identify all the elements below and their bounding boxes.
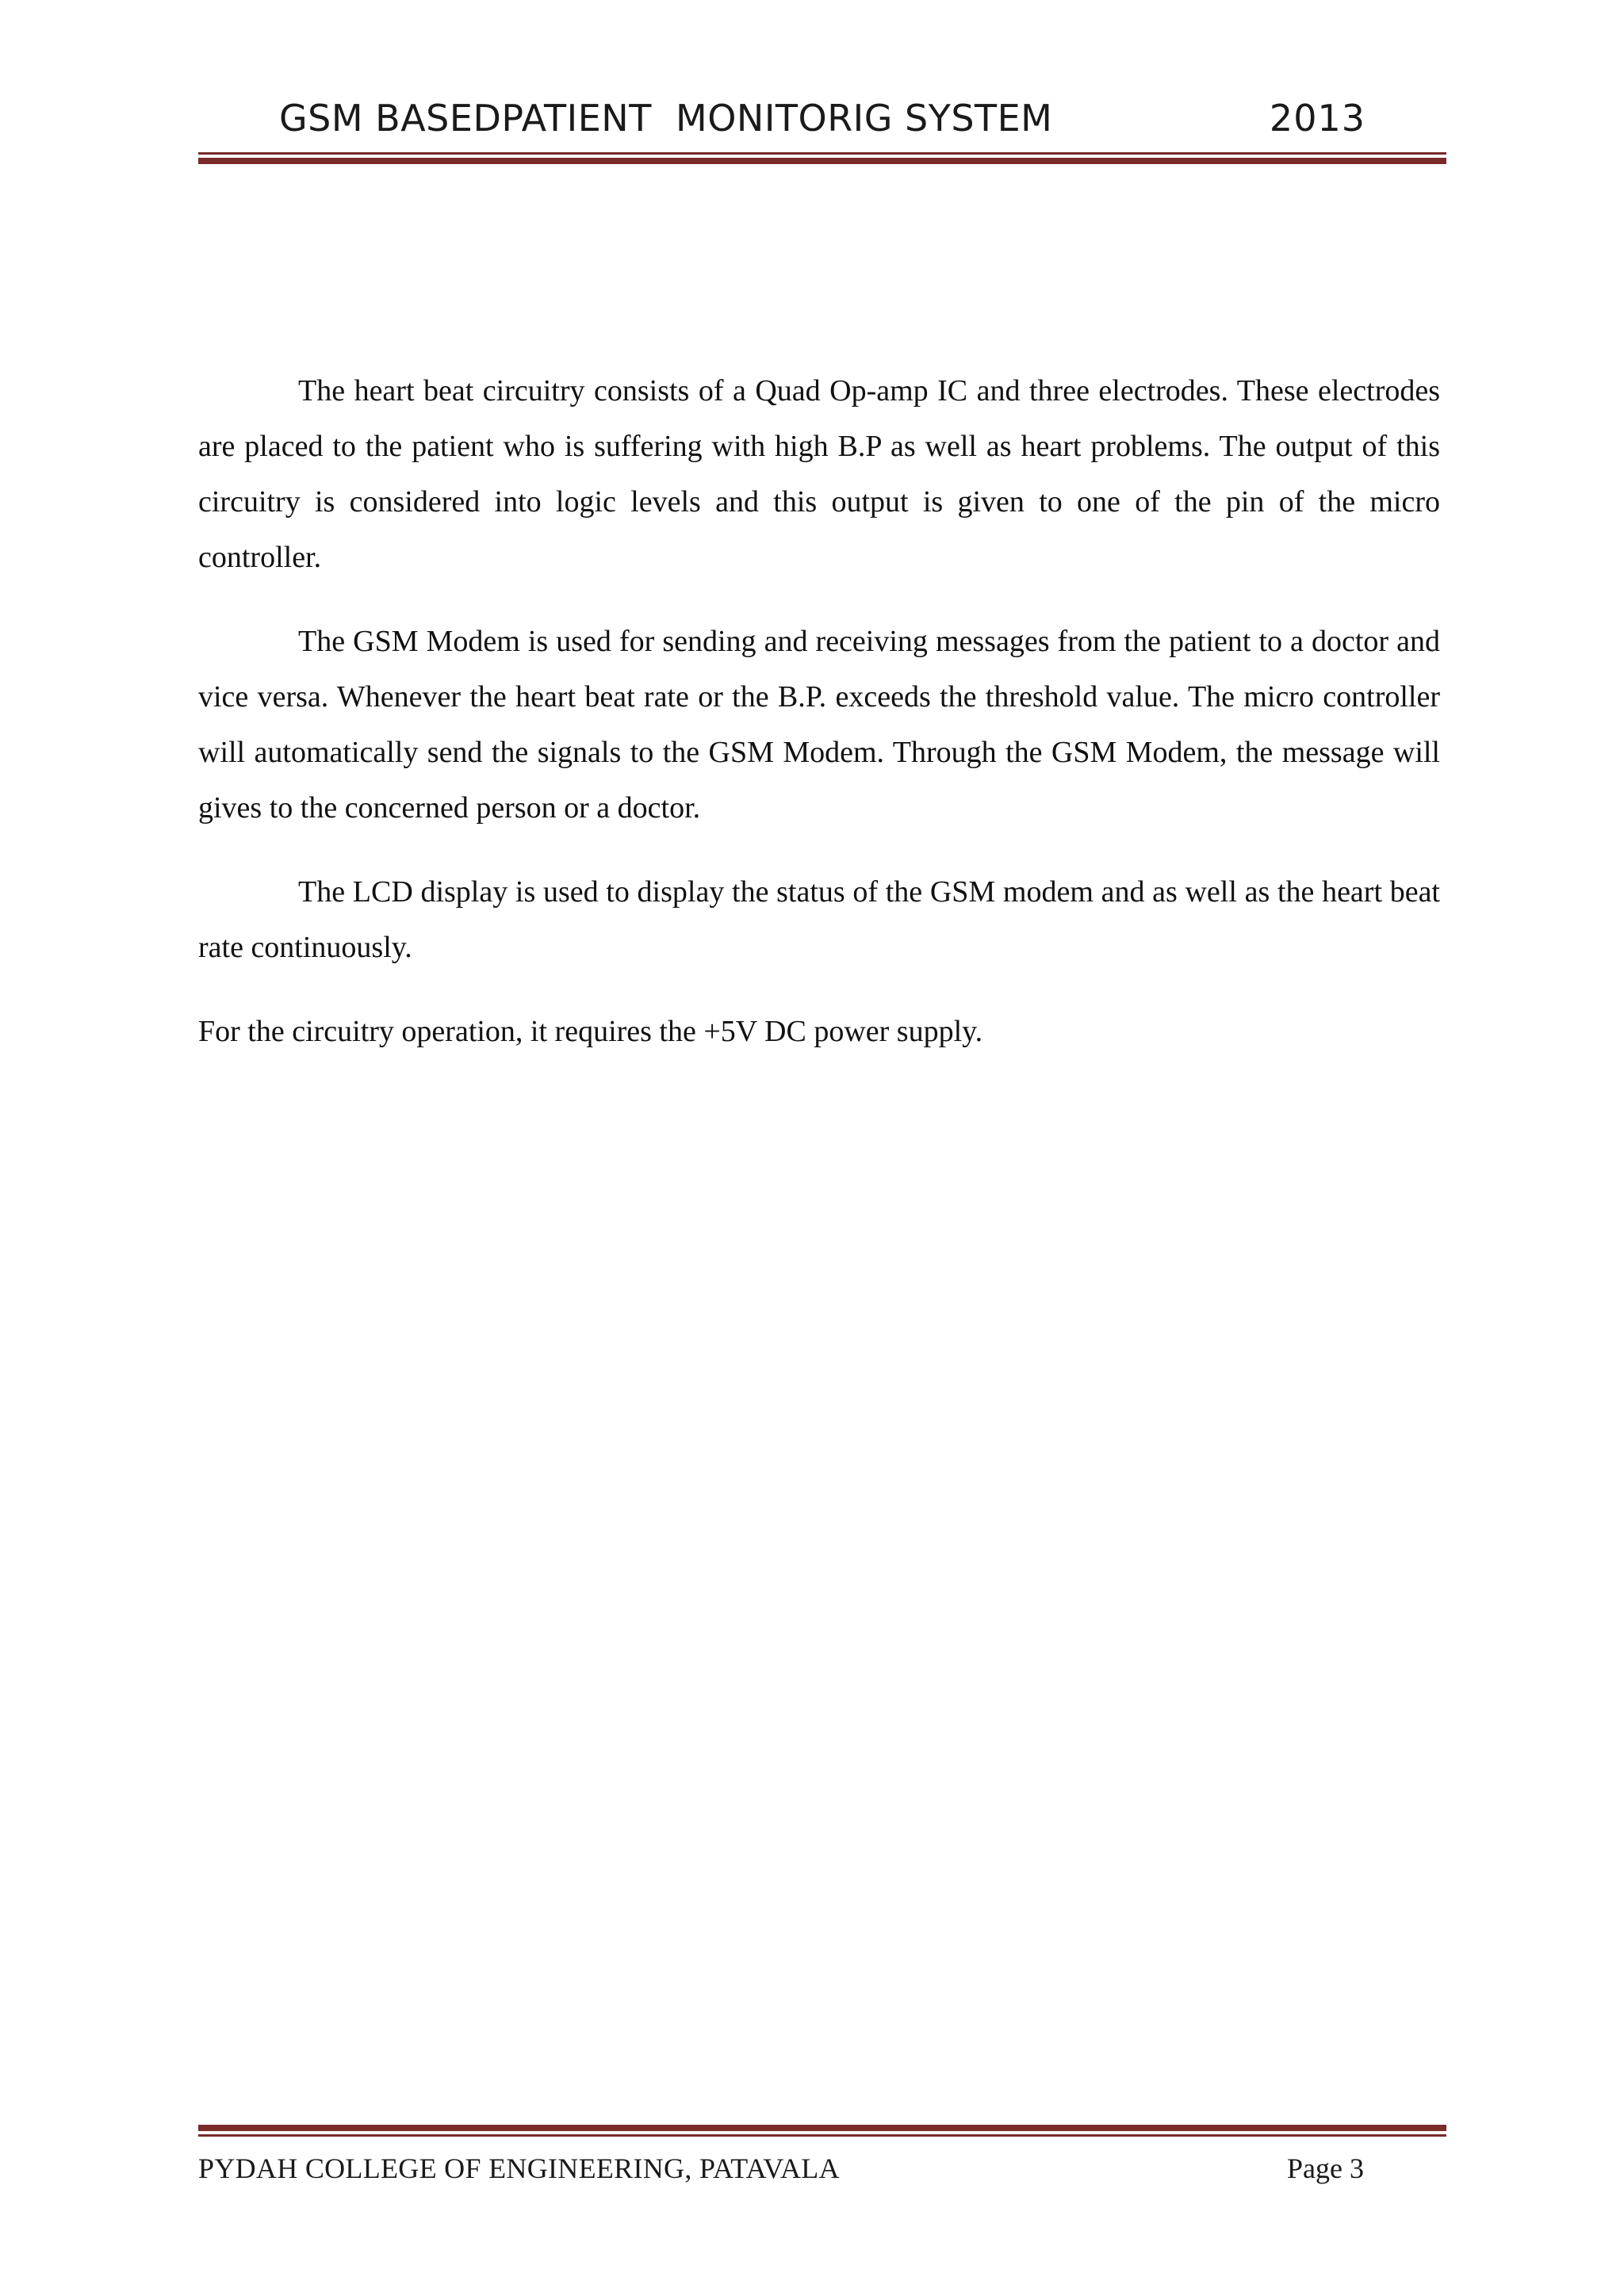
paragraph-lcd-display: The LCD display is used to display the status of the GSM modem and as well as the heart beat rate continuously.	[198, 875, 1440, 964]
page-header	[198, 0, 1446, 166]
header-year: 2013	[1269, 97, 1365, 140]
page-footer	[198, 2125, 1446, 2212]
header-title: GSM BASEDPATIENT MONITORIG SYSTEM	[279, 97, 1053, 140]
footer-rule-thick	[198, 2125, 1446, 2131]
paragraph-heart-beat-circuitry: The heart beat circuitry consists of a Quad Op-amp IC and three electrodes. These electrodes are placed to the patient who is suffering with high B.P as well as heart problems. The output of this circuitry is considered into logic levels and this output is given to one of the pin of the micro controller.	[198, 374, 1440, 574]
footer-rule-thin	[198, 2134, 1446, 2137]
paragraph-gsm-modem: The GSM Modem is used for sending and receiving messages from the patient to a doctor and vice versa. Whenever the heart beat rate or the B.P. exceeds the threshold value. The micro controller will automatically send the signals to the GSM Modem. Through the GSM Modem, the message will gives to the concerned person or a doctor.	[198, 625, 1440, 825]
paragraph-power-supply: For the circuitry operation, it requires the +5V DC power supply.	[198, 1015, 983, 1048]
page-body	[198, 363, 1440, 1088]
footer-institution: PYDAH COLLEGE OF ENGINEERING, PATAVALA	[198, 2152, 840, 2184]
header-rule-thin	[198, 152, 1446, 155]
footer-page-number: Page 3	[1287, 2152, 1364, 2184]
header-rule-thick	[198, 158, 1446, 164]
